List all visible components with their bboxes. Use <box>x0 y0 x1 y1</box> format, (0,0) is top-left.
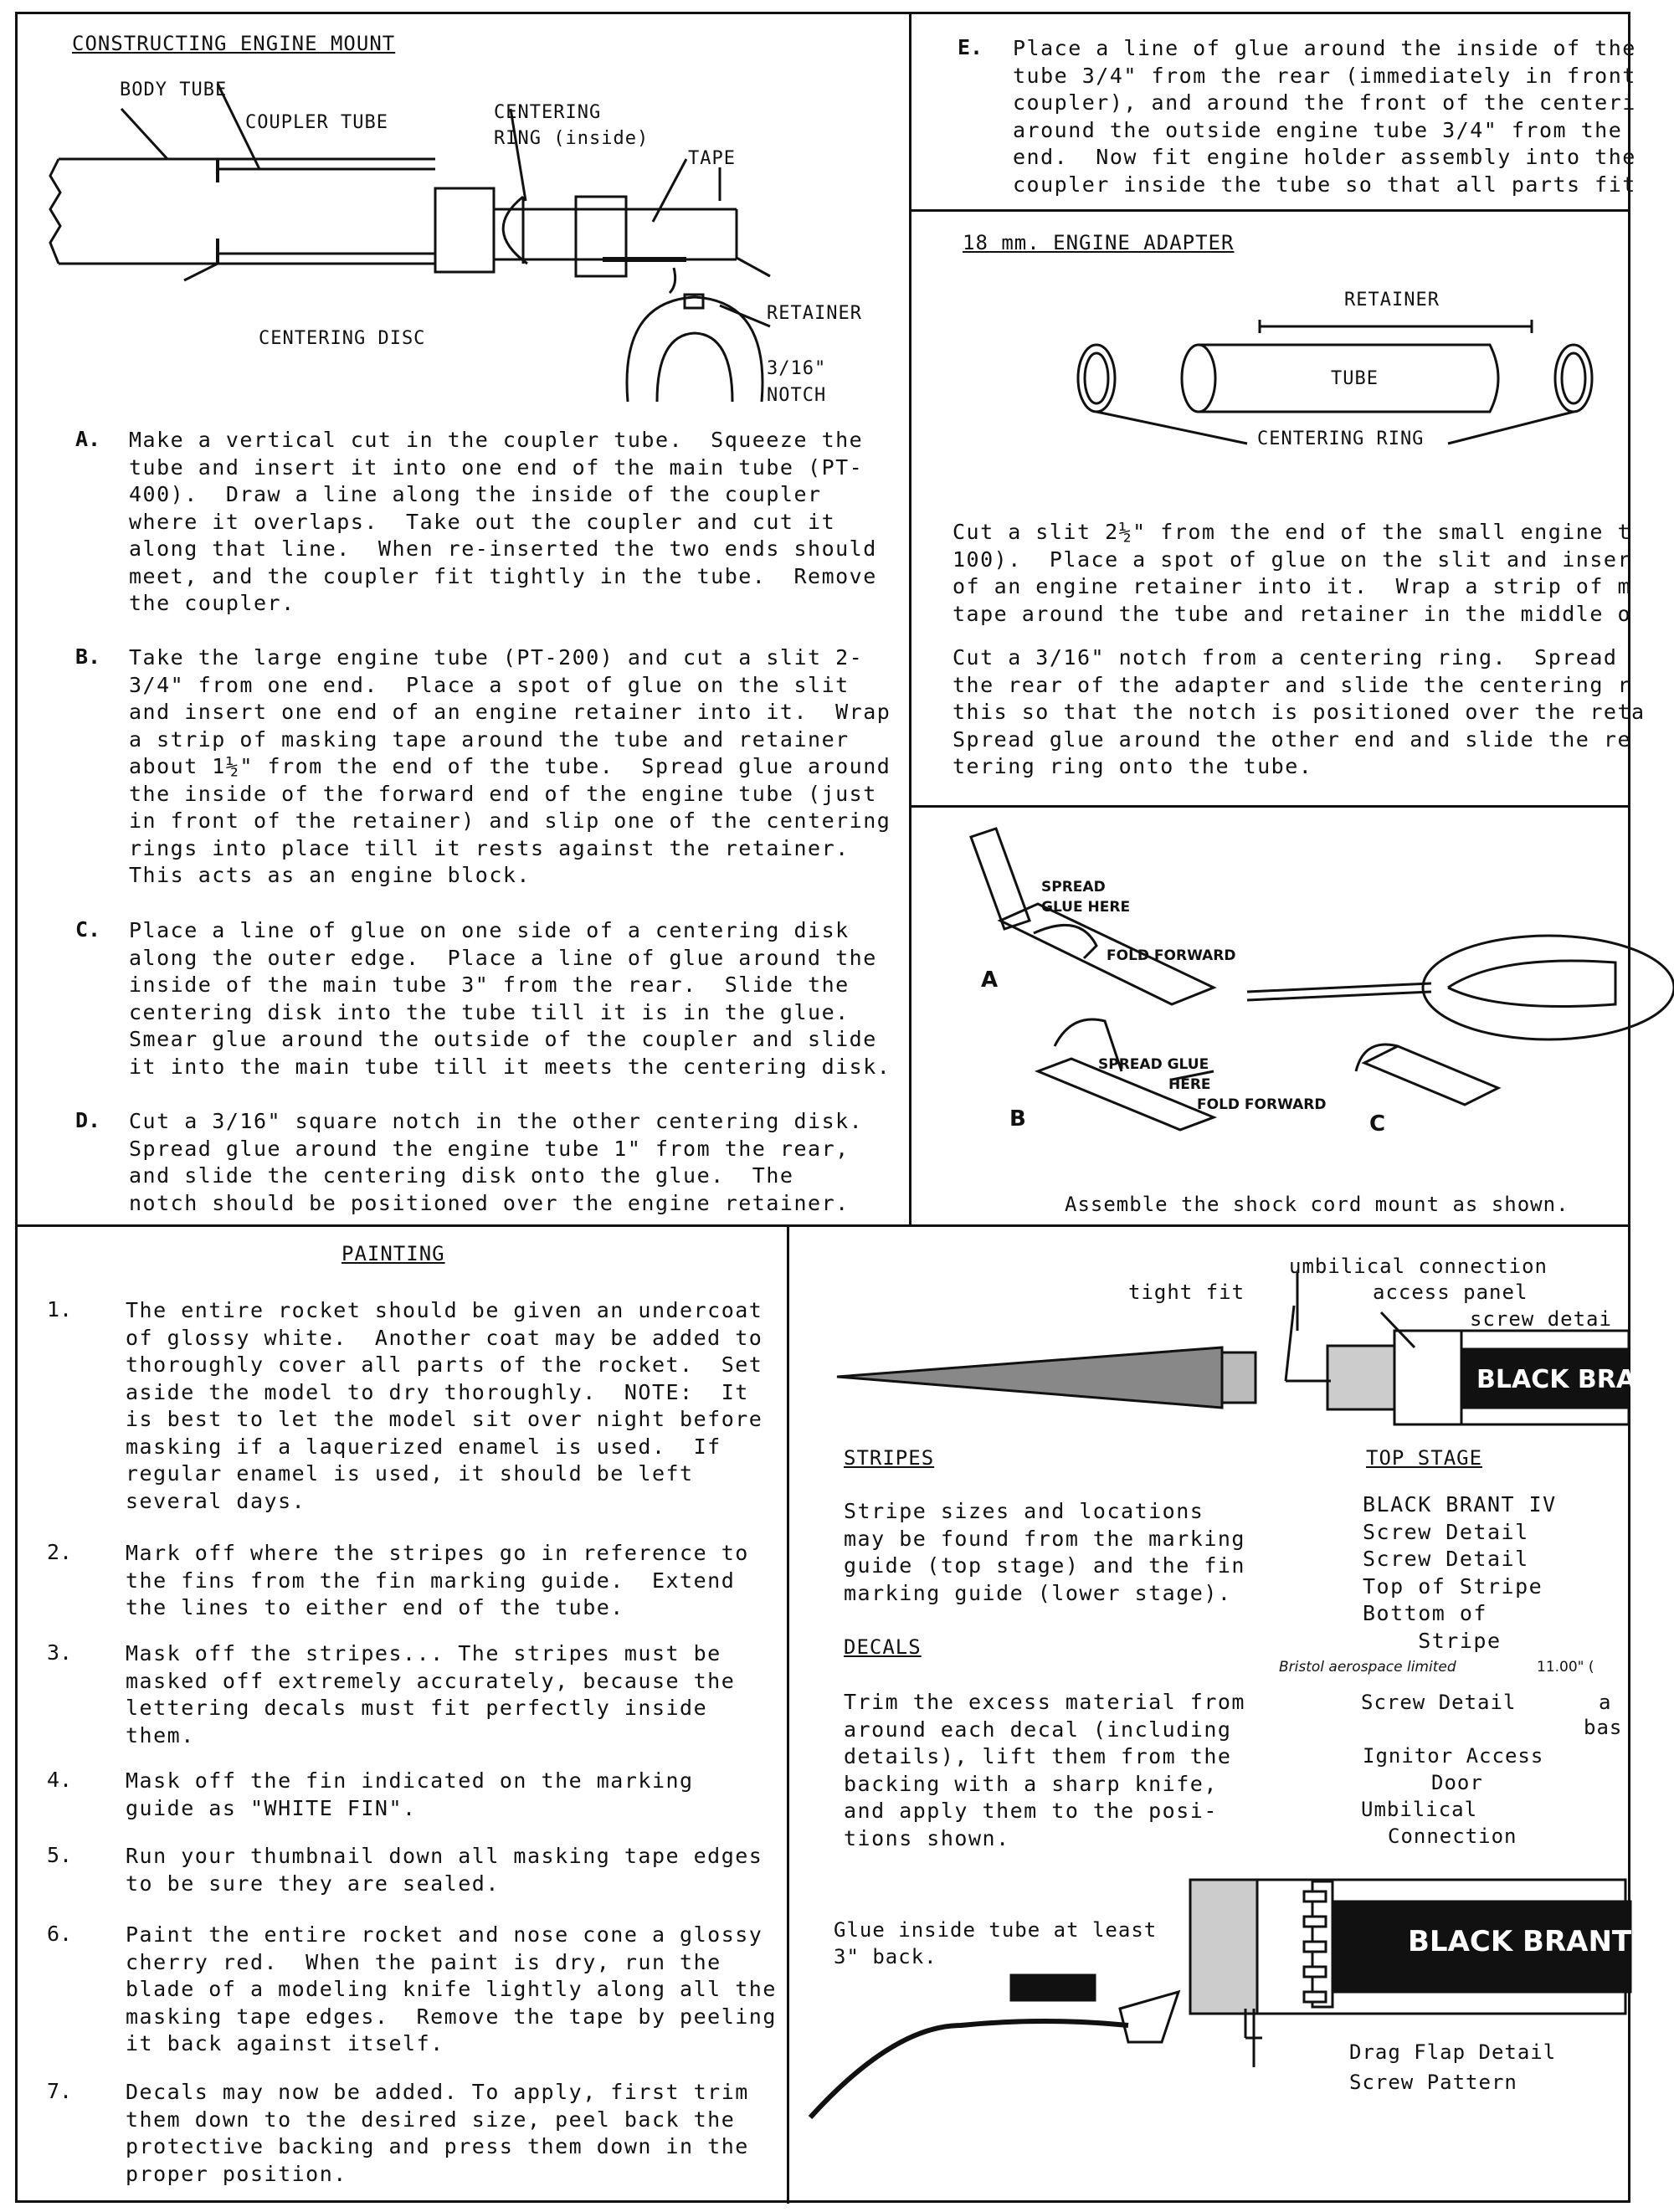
step-b-text: Take the large engine tube (PT-200) and cut a slit 2- 3/4" from one end. Place a spot of glue on the slit and insert one end of an engine retainer into it. Wrap a strip of masking tape around the tube and retainer about 1½" from the end of the tube. Spread glue around the inside of the forward end of the engine tube (just in front of the retainer) and slip one of the centering rings into place till it rests against the retainer. This acts as an engine block. <box>129 645 891 887</box>
step-c-text: Place a line of glue on one side of a centering disk along the outer edge. Place a line of glue around the inside of the main tube 3" from the rear. Slide the centering disk into the tube till it is in the glue. Smear glue around the outside of the coupler and slide it into the main tube till it meets the centering disk. <box>129 918 891 1079</box>
spread-glue-label-1: SPREAD <box>1041 879 1106 896</box>
painting-1-num: 1. <box>47 1297 73 1322</box>
glue-inside-label-1: Glue inside tube at least <box>834 1918 1158 1942</box>
step-d-letter: D. <box>75 1108 101 1132</box>
umbilical-label-1: umbilical connection <box>1289 1255 1548 1278</box>
painting-1-text: The entire rocket should be given an undercoat of glossy white. Another coat may be added to thoroughly cover all parts of the rocket. Set aside the model to dry thoroughly. NOTE: It is best to let the model sit over night before masking if a laquerized enamel is used. If regular enamel is used, it should be left several days. <box>126 1298 763 1513</box>
top-stage-list: BLACK BRANT IV Screw Detail Screw Detail Top of Stripe Bottom of Stripe <box>1363 1492 1557 1653</box>
spread-glue-label-2: GLUE HERE <box>1041 899 1131 916</box>
label-a: A <box>981 967 999 993</box>
painting-6-num: 6. <box>47 1922 73 1946</box>
decals-title: DECALS <box>844 1635 922 1659</box>
stripes-text: Stripe sizes and locations may be found from the marking guide (top stage) and the fin marking guide (lower stage). <box>844 1499 1245 1605</box>
decals-text: Trim the excess material from around each decal (including details), lift them from the backing with a sharp knife, and apply them to the posi- tions shown. <box>844 1690 1245 1850</box>
centering-disc-label: CENTERING DISC <box>259 328 426 349</box>
centering-ring-label-2: RING (inside) <box>494 128 650 149</box>
umbilical-list-2: Connection <box>1388 1825 1517 1848</box>
decal-text-bottom: BLACK BRANT IV <box>1408 1925 1674 1958</box>
decal-text-top: BLACK BRANT <box>1476 1365 1674 1394</box>
bas-fragment: bas <box>1584 1716 1623 1739</box>
notch-label-1: 3/16" <box>767 358 827 379</box>
adapter-para-1: Cut a slit 2½" from the end of the small engine t 100). Place a spot of glue on the slit and inser of an engine retainer into it. Wrap a strip of m tape around the tube and retainer in the middle o <box>953 520 1632 626</box>
bristol-label: Bristol aerospace limited <box>1279 1659 1456 1676</box>
middle-divider <box>15 1224 1630 1227</box>
painting-title: PAINTING <box>341 1242 445 1265</box>
painting-3-text: Mask off the stripes... The stripes must be masked off extremely accurately, because the lettering decals must fit perfectly inside them. <box>126 1641 736 1748</box>
coupler-tube-label: COUPLER TUBE <box>245 112 388 133</box>
adapter-centering-ring-label: CENTERING RING <box>1257 429 1425 449</box>
notch-label-2: NOTCH <box>767 385 827 406</box>
painting-4-text: Mask off the fin indicated on the marking guide as "WHITE FIN". <box>126 1768 694 1820</box>
a-fragment: a <box>1599 1691 1612 1714</box>
painting-5-num: 5. <box>47 1843 73 1867</box>
label-b: B <box>1009 1106 1026 1132</box>
drag-flap-label: Drag Flap Detail <box>1349 2040 1557 2064</box>
screw-pattern-label: Screw Pattern <box>1349 2071 1517 2094</box>
painting-2-num: 2. <box>47 1540 73 1564</box>
dimension-label: 11.00" ( <box>1537 1659 1594 1676</box>
step-a-letter: A. <box>75 427 101 451</box>
label-c: C <box>1369 1111 1386 1137</box>
body-tube-label: BODY TUBE <box>120 80 228 100</box>
right-divider-1 <box>909 209 1630 212</box>
ignitor-label-1: Ignitor Access <box>1363 1744 1544 1768</box>
top-column-divider <box>909 12 911 1227</box>
fold-forward-label-1: FOLD FORWARD <box>1107 947 1236 964</box>
screw-detail-3-label: Screw Detail <box>1361 1691 1517 1714</box>
spread-glue-b-label-2: HERE <box>1168 1076 1211 1093</box>
ignitor-label-2: Door <box>1431 1771 1483 1794</box>
step-e-text: Place a line of glue around the inside of the tube 3/4" from the rear (immediately in front coupler), and around the front of the centeri around the outside engine tube 3/4" from the end. Now fit engine holder assembly into the coupler inside the tube so that all parts fit <box>1013 36 1636 197</box>
painting-4-num: 4. <box>47 1768 73 1792</box>
top-stage-title: TOP STAGE <box>1366 1446 1483 1470</box>
bottom-column-divider <box>787 1224 789 2204</box>
painting-3-num: 3. <box>47 1640 73 1665</box>
step-a-text: Make a vertical cut in the coupler tube. Squeeze the tube and insert it into one end of the main tube (PT- 400). Draw a line along the inside of the coupler where it overlaps. Take out the coupler and cut it along that line. When re-inserted the two ends should meet, and the coupler fit tightly in the tube. Remove the coupler. <box>129 428 877 615</box>
step-c-letter: C. <box>75 917 101 942</box>
painting-7-num: 7. <box>47 2079 73 2103</box>
centering-ring-label-1: CENTERING <box>494 102 602 123</box>
umbilical-label-2: access panel <box>1373 1280 1528 1304</box>
right-divider-2 <box>909 805 1630 808</box>
adapter-retainer-label: RETAINER <box>1344 290 1440 311</box>
painting-2-text: Mark off where the stripes go in reference to the fins from the fin marking guide. Extend the lines to either end of the tube. <box>126 1541 749 1619</box>
spread-glue-b-label-1: SPREAD GLUE <box>1098 1056 1209 1073</box>
step-b-letter: B. <box>75 644 101 669</box>
glue-inside-label-2: 3" back. <box>834 1945 937 1968</box>
shock-cord-caption: Assemble the shock cord mount as shown. <box>1065 1193 1569 1216</box>
screw-detail-top-label: screw detai <box>1470 1307 1612 1331</box>
fold-forward-label-2: FOLD FORWARD <box>1197 1096 1327 1113</box>
painting-7-text: Decals may now be added. To apply, first trim them down to the desired size, peel back the protective backing and press them down in the proper position. <box>126 2080 749 2186</box>
retainer-label: RETAINER <box>767 303 862 324</box>
engine-mount-diagram <box>50 75 887 427</box>
adapter-tube-label: TUBE <box>1331 368 1379 389</box>
painting-6-text: Paint the entire rocket and nose cone a glossy cherry red. When the paint is dry, run the blade of a modeling knife lightly along all the masking tape edges. Remove the tape by peeling it back against itself. <box>126 1922 777 2055</box>
engine-mount-title: CONSTRUCTING ENGINE MOUNT <box>72 32 396 55</box>
painting-5-text: Run your thumbnail down all masking tape edges to be sure they are sealed. <box>126 1844 763 1896</box>
tight-fit-label: tight fit <box>1128 1280 1245 1304</box>
step-d-text: Cut a 3/16" square notch in the other centering disk. Spread glue around the engine tube 1" from the rear, and slide the centering disk onto the glue. The notch should be positioned over the engine retainer. <box>129 1109 864 1215</box>
umbilical-list-1: Umbilical <box>1361 1798 1478 1821</box>
adapter-para-2: Cut a 3/16" notch from a centering ring. Spread the rear of the adapter and slide the centering r this so that the notch is positioned over the reta Spread glue around the other end and slide the re tering ring onto the tube. <box>953 645 1646 778</box>
stripes-title: STRIPES <box>844 1446 935 1470</box>
tape-label: TAPE <box>688 148 736 169</box>
step-e-letter: E. <box>958 35 983 59</box>
adapter-title: 18 mm. ENGINE ADAPTER <box>963 231 1235 254</box>
